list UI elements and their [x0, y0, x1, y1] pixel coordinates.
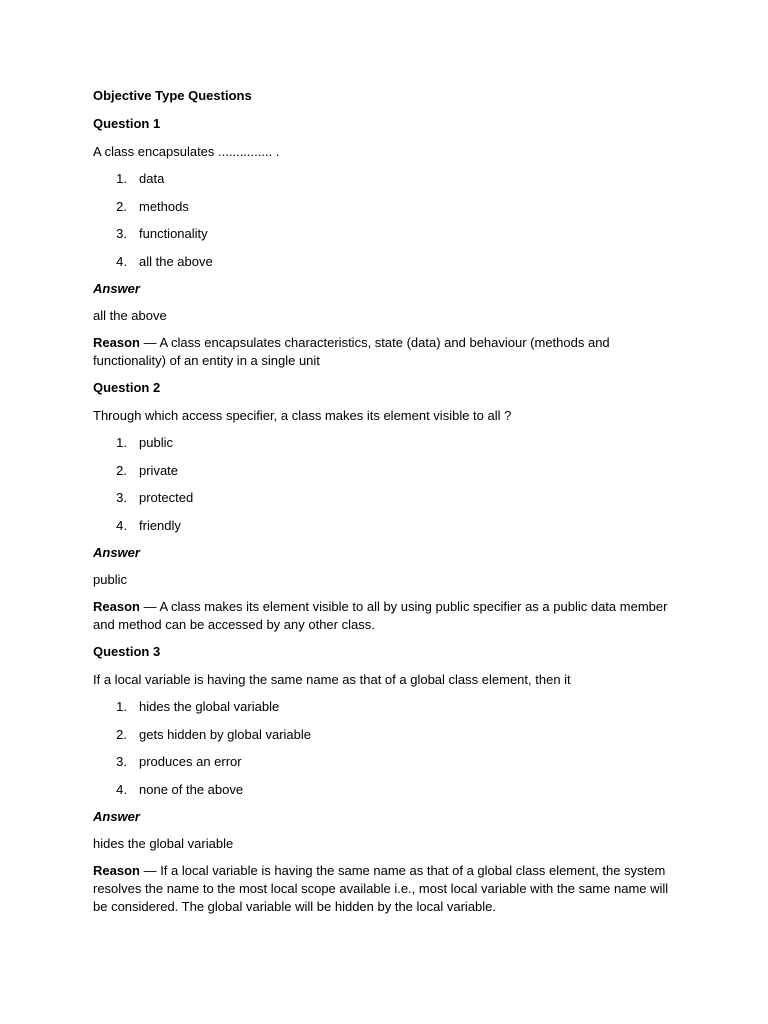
question-heading: Question 2: [93, 380, 161, 395]
reason-text: — A class encapsulates characteristics, state (data) and behaviour (methods and functionality) of an entity in a single unit: [93, 335, 610, 368]
options-list: [93, 434, 675, 535]
question-text: Through which access specifier, a class makes its element visible to all ?: [93, 408, 512, 423]
option-number: 4.: [116, 517, 127, 533]
question-heading: Question 3: [93, 644, 161, 659]
question-text: A class encapsulates ............... .: [93, 144, 280, 159]
option-number: 3.: [116, 754, 127, 769]
option-number: 3.: [116, 490, 127, 505]
reason-text: — If a local variable is having the same name as that of a global class element, the system resolves the name to the most local scope available i.e., most local variable with the same name will be considered. The global variable will be hidden by the local variable.: [93, 863, 669, 914]
reason-paragraph: [93, 862, 673, 916]
option-item: [93, 781, 675, 799]
option-number: 2.: [116, 726, 127, 742]
option-item: [93, 434, 675, 452]
option-label: all the above: [139, 253, 213, 269]
reason-label: Reason: [93, 863, 140, 878]
option-item: [93, 489, 675, 507]
question-block: [93, 379, 675, 634]
question-block: [93, 115, 675, 370]
option-number: 3.: [116, 226, 127, 241]
option-label: produces an error: [139, 754, 242, 769]
option-number: 1.: [116, 435, 127, 450]
option-item: [93, 753, 675, 771]
option-item: [93, 198, 675, 216]
reason-label: Reason: [93, 599, 140, 614]
document-title: Objective Type Questions: [93, 88, 252, 103]
question-block: [93, 643, 675, 916]
answer-value: all the above: [93, 308, 167, 323]
option-number: 2.: [116, 198, 127, 214]
option-label: methods: [139, 198, 189, 214]
option-number: 2.: [116, 462, 127, 478]
option-label: public: [139, 435, 173, 450]
option-label: none of the above: [139, 781, 244, 797]
reason-label: Reason: [93, 335, 140, 350]
options-list: [93, 698, 675, 799]
option-item: [93, 698, 675, 716]
option-number: 4.: [116, 781, 127, 797]
option-label: gets hidden by global variable: [139, 726, 312, 742]
answer-label: Answer: [93, 809, 140, 824]
reason-paragraph: [93, 598, 673, 634]
option-item: [93, 517, 675, 535]
option-item: [93, 225, 675, 243]
option-label: data: [139, 171, 165, 186]
option-label: friendly: [139, 517, 181, 533]
answer-value: hides the global variable: [93, 836, 234, 851]
options-list: [93, 170, 675, 271]
question-heading: Question 1: [93, 116, 161, 131]
answer-value: public: [93, 572, 127, 587]
option-number: 4.: [116, 253, 127, 269]
reason-text: — A class makes its element visible to all by using public specifier as a public data member and method can be accessed by any other class.: [93, 599, 668, 632]
option-label: functionality: [139, 226, 208, 241]
answer-label: Answer: [93, 545, 140, 560]
option-item: [93, 462, 675, 480]
option-item: [93, 170, 675, 188]
option-label: protected: [139, 490, 194, 505]
option-item: [93, 726, 675, 744]
option-number: 1.: [116, 171, 127, 186]
answer-label: Answer: [93, 281, 140, 296]
option-label: hides the global variable: [139, 699, 280, 714]
option-label: private: [139, 462, 179, 478]
question-text: If a local variable is having the same name as that of a global class element, then it: [93, 672, 571, 687]
option-item: [93, 253, 675, 271]
option-number: 1.: [116, 699, 127, 714]
reason-paragraph: [93, 334, 673, 370]
